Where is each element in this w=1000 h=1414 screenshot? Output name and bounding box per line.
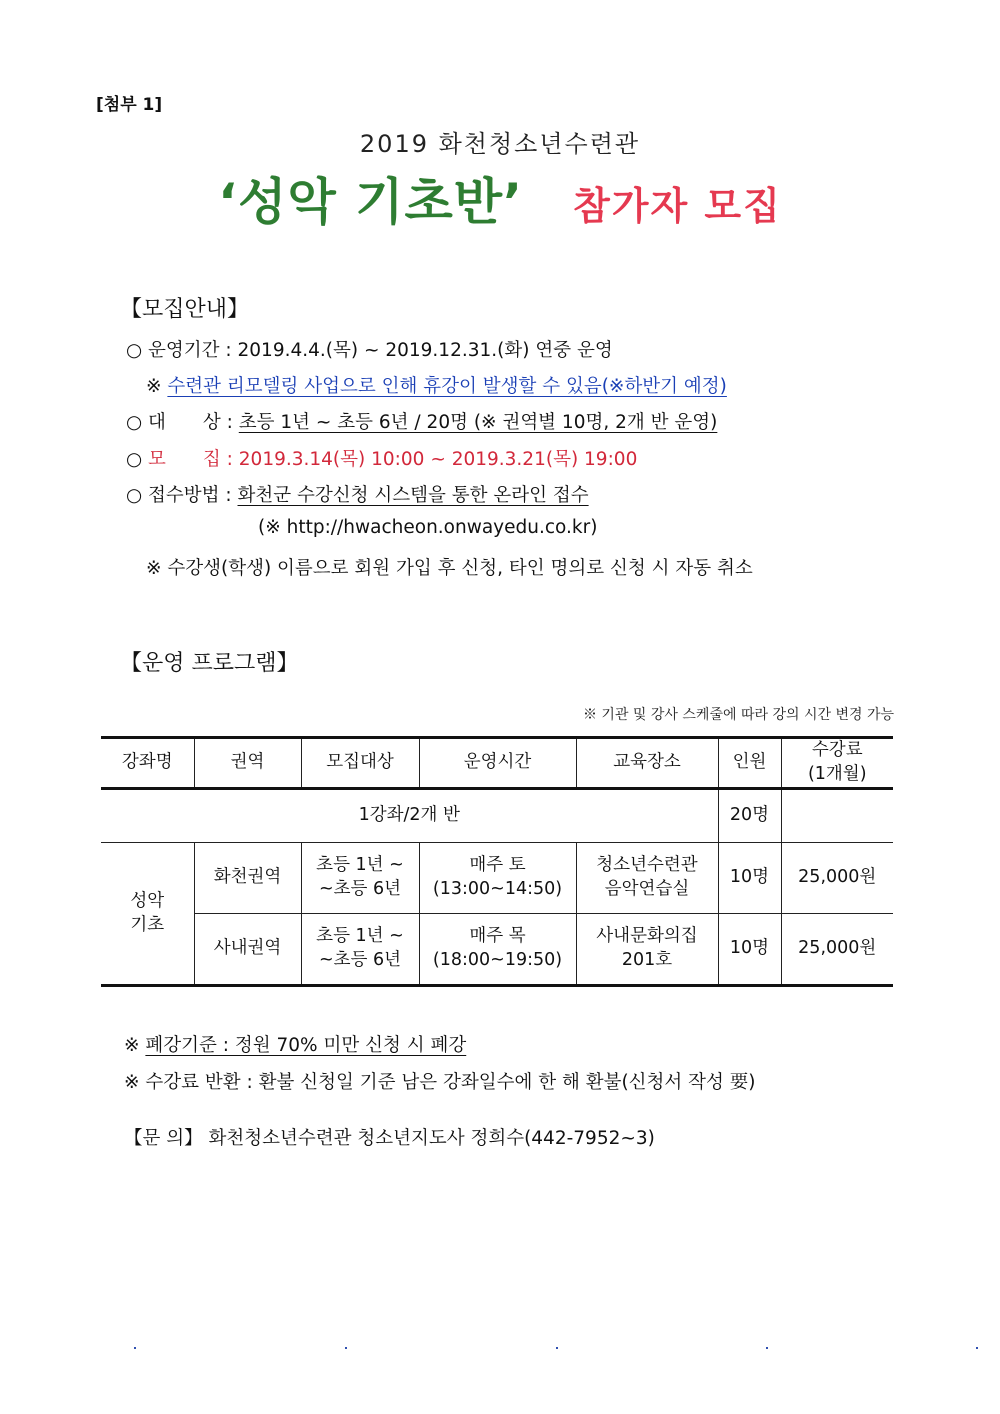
apply-label: ○ 접수방법 :	[126, 485, 238, 506]
recruit-line	[126, 445, 637, 471]
fee-cell: 25,000원	[781, 843, 893, 914]
header-region: 권역	[194, 738, 301, 789]
scan-speck	[976, 1347, 978, 1349]
header-fee	[781, 738, 893, 789]
total-count: 20명	[718, 789, 781, 843]
program-table	[101, 736, 893, 987]
target-cell-line1: 초등 1년 ~	[316, 926, 404, 947]
scan-speck	[766, 1347, 768, 1349]
apply-value: 화천군 수강신청 시스템을 통한 온라인 접수	[237, 485, 589, 506]
target-cell-line2: ~초등 6년	[318, 879, 402, 899]
period-note-mark: ※	[146, 376, 168, 397]
cancel-text: 폐강기준 : 정원 70% 미만 신청 시 폐강	[145, 1035, 467, 1056]
target-cell-line2: ~초등 6년	[318, 950, 402, 970]
title-main: ‘성악 기초반’	[218, 173, 524, 231]
recruit-heading: 【모집안내】	[120, 297, 250, 322]
time-cell-hours: (13:00~14:50)	[432, 879, 563, 899]
target-line	[126, 408, 717, 434]
total-fee-empty	[781, 789, 893, 843]
target-label: ○ 대 상 :	[126, 412, 239, 433]
contact-info: 【문 의】 화천청소년수련관 청소년지도사 정희수(442-7952~3)	[124, 1128, 655, 1149]
table-total-row	[101, 789, 893, 843]
period-line	[126, 336, 613, 362]
document-title	[0, 162, 1000, 234]
place-cell-line1: 사내문화의집	[596, 926, 698, 947]
course-name	[101, 843, 194, 986]
table-row	[101, 914, 893, 986]
time-cell	[419, 843, 576, 914]
period-value: 2019.4.4.(목) ~ 2019.12.31.(화) 연중 운영	[237, 340, 613, 361]
apply-note: ※ 수강생(학생) 이름으로 회원 가입 후 신청, 타인 명의로 신청 시 자동 취소	[146, 558, 753, 579]
recruit-value: 2019.3.14(목) 10:00 ~ 2019.3.21(목) 19:00	[238, 449, 638, 470]
header-count: 인원	[718, 738, 781, 789]
header-time: 운영시간	[419, 738, 576, 789]
region-cell: 화천권역	[194, 843, 301, 914]
count-cell: 10명	[718, 843, 781, 914]
header-place: 교육장소	[576, 738, 718, 789]
period-note-line	[146, 372, 727, 398]
cancel-mark: ※	[124, 1035, 146, 1056]
header-fee-label: 수강료	[811, 740, 863, 761]
target-cell	[301, 914, 419, 986]
course-name-line1: 성악	[130, 890, 165, 911]
target-value: 초등 1년 ~ 초등 6년 / 20명 (※ 권역별 10명, 2개 반 운영)	[238, 412, 718, 433]
apply-line	[126, 481, 589, 507]
recruit-label: 모 집 :	[148, 449, 239, 470]
recruit-bullet: ○	[126, 449, 149, 470]
place-cell-line2: 201호	[621, 950, 673, 970]
time-cell-hours: (18:00~19:50)	[432, 950, 563, 970]
table-header-row	[101, 738, 893, 789]
apply-url: (※ http://hwacheon.onwayedu.co.kr)	[258, 517, 598, 538]
scan-speck	[345, 1347, 347, 1349]
region-cell: 사내권역	[194, 914, 301, 986]
period-label: ○ 운영기간 :	[126, 340, 238, 361]
document-subtitle: 2019 화천청소년수련관	[359, 130, 641, 158]
title-sub: 참가자 모집	[573, 184, 782, 228]
period-note: 수련관 리모델링 사업으로 인해 휴강이 발생할 수 있음(※하반기 예정)	[167, 376, 727, 397]
fee-cell: 25,000원	[781, 914, 893, 986]
time-cell-day: 매주 목	[469, 926, 526, 947]
attachment-label: [첨부 1]	[96, 95, 163, 115]
table-row	[101, 843, 893, 914]
time-cell-day: 매주 토	[469, 855, 526, 876]
program-heading: 【운영 프로그램】	[120, 651, 299, 676]
schedule-note: ※ 기관 및 강사 스케줄에 따라 강의 시간 변경 가능	[582, 707, 894, 723]
header-target: 모집대상	[301, 738, 419, 789]
target-cell	[301, 843, 419, 914]
course-name-line2: 기초	[130, 914, 165, 935]
place-cell-line1: 청소년수련관	[596, 855, 698, 876]
header-course: 강좌명	[101, 738, 194, 789]
scan-speck	[134, 1347, 136, 1349]
cancel-note	[124, 1031, 466, 1057]
place-cell	[576, 843, 718, 914]
place-cell	[576, 914, 718, 986]
total-label: 1강좌/2개 반	[101, 789, 718, 843]
count-cell: 10명	[718, 914, 781, 986]
scan-speck	[556, 1347, 558, 1349]
header-fee-period: (1개월)	[807, 764, 867, 784]
refund-note: ※ 수강료 반환 : 환불 신청일 기준 남은 강좌일수에 한 해 환불(신청서 작성 要)	[124, 1072, 756, 1093]
target-cell-line1: 초등 1년 ~	[316, 855, 404, 876]
time-cell	[419, 914, 576, 986]
place-cell-line2: 음악연습실	[604, 879, 690, 899]
